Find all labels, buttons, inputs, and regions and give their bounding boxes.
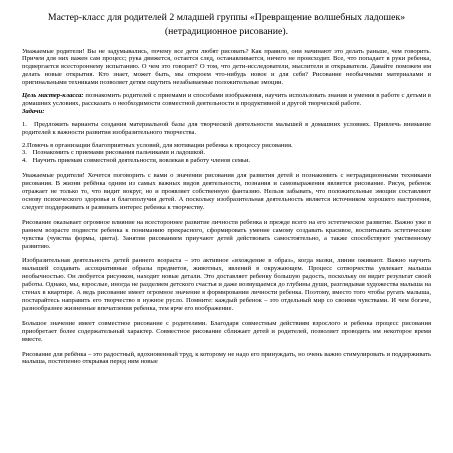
document-title: Мастер-класс для родителей 2 младшей группы «Превращение волшебных ладошек» <box>47 12 406 23</box>
goal-paragraph <box>22 92 431 108</box>
body-paragraph-6: Рисование для ребёнка – это радостный, вдохновенный труд, к которому не надо его принуждать, но очень важно стимулировать и поддерживать малыша, постепенно открывая перед ним новые <box>22 350 431 366</box>
goal-label: Цель мастер-класса: <box>22 92 84 100</box>
task-item-2 <box>22 142 431 150</box>
task-number: 3. <box>22 149 27 157</box>
task-number: 1. <box>22 120 27 128</box>
task-text: Научить приемам совместной деятельности, вовлекая в работу членов семьи. <box>32 157 251 165</box>
intro-paragraph: Уважаемые родители! Вы не задумывались, почему все дети любят рисовать? Как правило, они начинают это делать раньше, чем говорить. Причем для них важен сам процесс; рука движется, остается след, останавливается, ничего не происходит. Все, что попадает в руки ребенка, подвергается всестороннему испытанию. О чем это говорит? О том, что дети-исследователи, мыслители и открыватели. Давайте поможем им делать новые открытия. Кто знает, может быть, мы откроем что-нибудь новое и для себя? Рисование необычными материалами и оригинальными техниками позволяет детям ощутить незабываемые положительные эмоции. <box>22 47 431 87</box>
task-text: Предложить варианты создания материальной базы для творческой деятельности малышей в домашних условиях. Привлечь внимание родителей к важности развития изобразительного творчества. <box>22 120 431 136</box>
task-number: 2. <box>22 141 27 149</box>
body-paragraph-3: Рисование оказывает огромное влияние на всестороннее развитие личности ребенка и прежде всего на его эстетическое развитие. Важно уже в раннем возрасте подвести ребенка к пониманию прекрасного, сформировать умение самому создавать красивое, воспитывать эстетические чувства (чувства формы, цвета). Занятия рисованием приучают детей действовать самостоятельно, а также способствуют умственному развитию. <box>22 218 431 250</box>
body-paragraph-2: Уважаемые родители! Хочется поговорить с вами о значении рисования для развития детей и познакомить с нетрадиционными техниками рисования. В жизни ребёнка одним из самых важных видов деятельности, познания и самовыражения является рисование. Рисуя, ребенок отражает не только то, что видит вокруг, но и проявляет собственную фантазию. Нельзя забывать, что положительные эмоции составляют основу психического здоровья и благополучия детей. А поскольку изобразительная деятельность является источником хорошего настроения, следует поддерживать и развивать интерес ребенка к творчеству. <box>22 172 431 211</box>
document-subtitle: (нетрадиционное рисование). <box>164 25 289 37</box>
task-number: 4. <box>22 157 27 165</box>
task-item-1 <box>22 121 431 137</box>
body-paragraph-4: Изобразительная деятельность детей раннего возраста – это активное «вхождение в образ», когда мазки, линии оживают. Важно научить малышей создавать ассоциативные образы предметов, животных, явлений в окружающем. Процесс сотворчества увлекает малыша необычностью. Он любуется рисунком, находит новые детали. Это доставляет ребенку большую радость, поскольку он видит результат своей работы. Однако, мы, взрослые, иногда не разделяем детского счастья и даже возмущаемся до глубины души, разглядывая художества малыша на стенах в квартире. А ведь рисование имеет огромное значение в формировании личности ребенка. Поэтому, вместо того чтобы ругать малыша, постарайтесь направить его творчество в нужное русло. Помните: каждый ребенок – это отдельный мир со своими чувствами. И чем богаче, разнообразнее жизненные впечатления ребенка, тем ярче его воображение. <box>22 257 431 312</box>
body-paragraph-5: Большое значение имеет совместное рисование с родителями. Благодаря совместным действиям взрослого и ребенка процесс рисования приобретает более содержательный характер. Совместное рисование сближает детей и родителей, позволяет проводить им некоторое время вместе. <box>22 319 431 343</box>
task-text: Помочь в организации благоприятных условий, для мотивации ребенка к процессу рисования. <box>26 141 293 149</box>
task-item-3 <box>22 149 431 157</box>
goal-text: познакомить родителей с приемами и способами изображения, научить использовать знания и умения в работе с детьми в домашних условиях, рассказать о необходимости совместной деятельности в продуктивной и другой творческой работе. <box>22 92 432 107</box>
tasks-label: Задачи: <box>22 107 45 115</box>
task-item-4 <box>22 157 431 165</box>
task-text: Познакомить с приемами рисования пальчиками и ладошкой. <box>32 149 206 157</box>
